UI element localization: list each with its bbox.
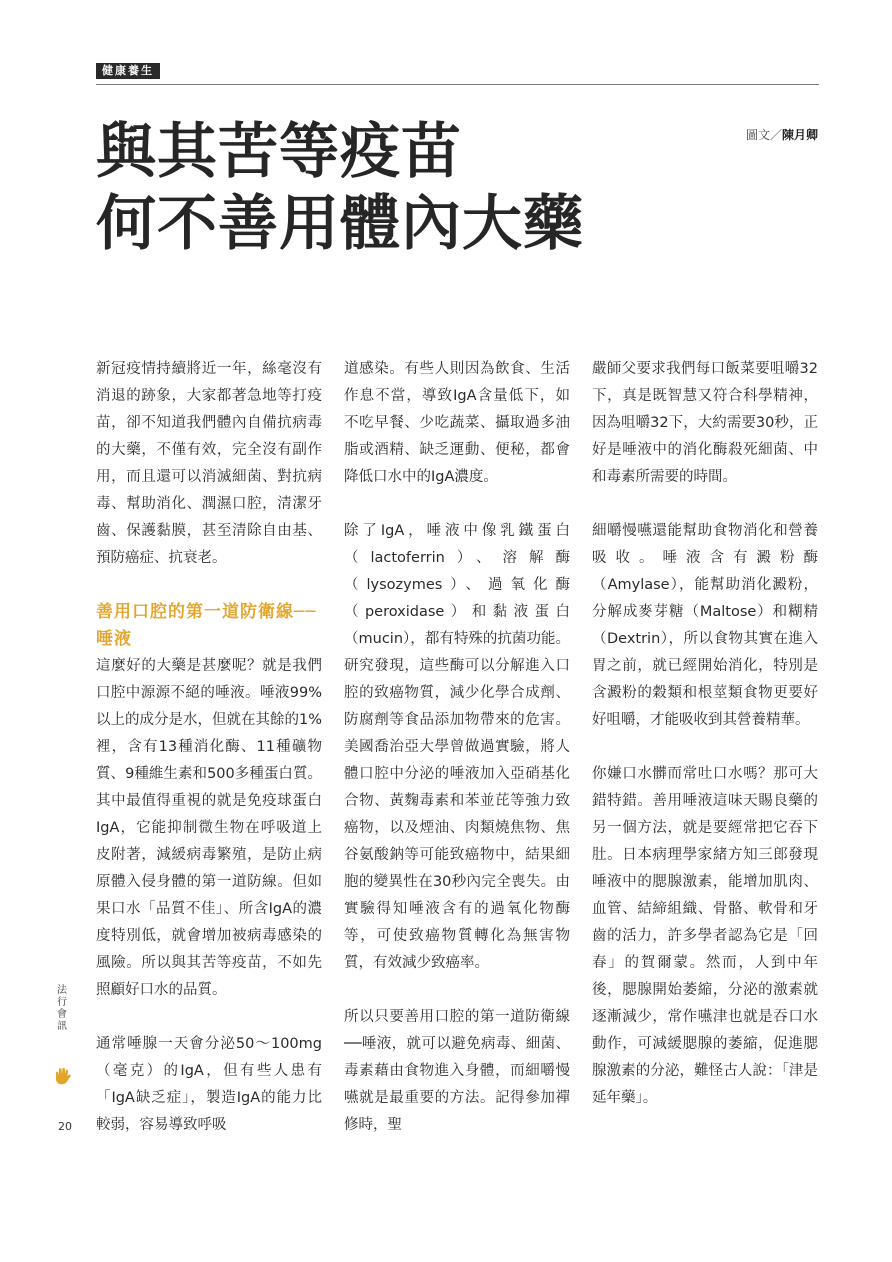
byline-prefix: 圖文／ (745, 128, 782, 142)
logo-char: 法 (57, 985, 67, 996)
article-column-2 (344, 356, 570, 1139)
paragraph: 這麼好的大藥是甚麼呢？就是我們口腔中源源不絕的唾液。唾液99%以上的成分是水，但就在其餘的1%裡，含有13種消化酶、11種礦物質、9種維生素和500多種蛋白質。其中最值得重視的就是免疫球蛋白IgA，它能抑制微生物在呼吸道上皮附著，減緩病毒繁殖，是防止病原體入侵身體的第一道防線。但如果口水「品質不佳」、所含IgA的濃度特別低，就會增加被病毒感染的風險。所以與其苦等疫苗，不如先照顧好口水的品質。 (96, 658, 323, 998)
hand-icon (53, 1066, 73, 1086)
title-line-1: 與其苦等疫苗 (96, 117, 462, 187)
title-line-2: 何不善用體內大藥 (96, 189, 584, 259)
page-number: 20 (58, 1120, 72, 1133)
paragraph: 除了IgA，唾液中像乳鐵蛋白（lactoferrin）、溶解酶（lysozymes）、過氧化酶（peroxidase）和黏液蛋白（mucin），都有特殊的抗菌功能。研究發現，這些酶可以分解進入口腔的致癌物質，減少化學合成劑、防腐劑等食品添加物帶來的危害。美國喬治亞大學曾做過實驗，將人體口腔中分泌的唾液加入亞硝基化合物、黃麴毒素和苯並芘等強力致癌物，以及煙油、肉類燒焦物、焦谷氨酸鈉等可能致癌物中，結果細胞的變異性在30秒內完全喪失。由實驗得知唾液含有的過氧化物酶等，可使致癌物質轉化為無害物質，有效減少致癌率。 (344, 523, 570, 971)
paragraph: 嚴師父要求我們每口飯菜要咀嚼32下，真是既智慧又符合科學精神，因為咀嚼32下，大約需要30秒，正好是唾液中的消化酶殺死細菌、中和毒素所需要的時間。 (592, 361, 818, 485)
paragraph: 細嚼慢嚥還能幫助食物消化和營養吸收。唾液含有澱粉酶（Amylase），能幫助消化澱粉，分解成麥芽糖（Maltose）和糊精（Dextrin），所以食物其實在進入胃之前，就已經開始消化，特別是含澱粉的穀類和根莖類食物更要好好咀嚼，才能吸收到其營養精華。 (592, 523, 818, 728)
header-rule (96, 84, 819, 85)
logo-char: 訊 (57, 1021, 67, 1032)
section-label: 健康養生 (96, 63, 160, 79)
logo-char: 行 (57, 997, 67, 1008)
byline (746, 126, 818, 143)
article-column-1 (96, 356, 322, 1139)
paragraph: 道感染。有些人則因為飲食、生活作息不當，導致IgA含量低下，如不吃早餐、少吃蔬菜、攝取過多油脂或酒精、缺乏運動、便秘，都會降低口水中的IgA濃度。 (344, 361, 570, 485)
byline-author: 陳月卿 (781, 128, 818, 142)
paragraph: 通常唾腺一天會分泌50～100mg（毫克）的IgA，但有些人患有「IgA缺乏症」，製造IgA的能力比較弱，容易導致呼吸 (96, 1036, 322, 1133)
paragraph: 你嫌口水髒而常吐口水嗎？那可大錯特錯。善用唾液這味天賜良藥的另一個方法，就是要經常把它吞下肚。日本病理學家緒方知三郎發現唾液中的腮腺激素，能增加肌肉、血管、結締組織、骨骼、軟骨和牙齒的活力，許多學者認為它是「回春」的賀爾蒙。然而，人到中年後，腮腺開始萎縮，分泌的激素就逐漸減少，常作嚥津也就是吞口水動作，可減緩腮腺的萎縮，促進腮腺激素的分泌，難怪古人說：「津是延年藥」。 (592, 766, 818, 1106)
paragraph: 所以只要善用口腔的第一道防衛線──唾液，就可以避免病毒、細菌、毒素藉由食物進入身體，而細嚼慢嚥就是最重要的方法。記得參加禪修時，聖 (344, 1009, 570, 1133)
logo-char: 會 (57, 1009, 67, 1020)
paragraph: 新冠疫情持續將近一年，絲毫沒有消退的跡象，大家都著急地等打疫苗，卻不知道我們體內自備抗病毒的大藥，不僅有效，完全沒有副作用，而且還可以消滅細菌、對抗病毒、幫助消化、潤濕口腔，清潔牙齒、保護黏膜，甚至清除自由基、預防癌症、抗衰老。 (96, 361, 322, 566)
publication-logo (55, 985, 69, 1033)
page-title (96, 116, 584, 260)
article-column-3 (592, 356, 818, 1112)
subheading: 善用口腔的第一道防衛線──唾液 (96, 602, 317, 649)
